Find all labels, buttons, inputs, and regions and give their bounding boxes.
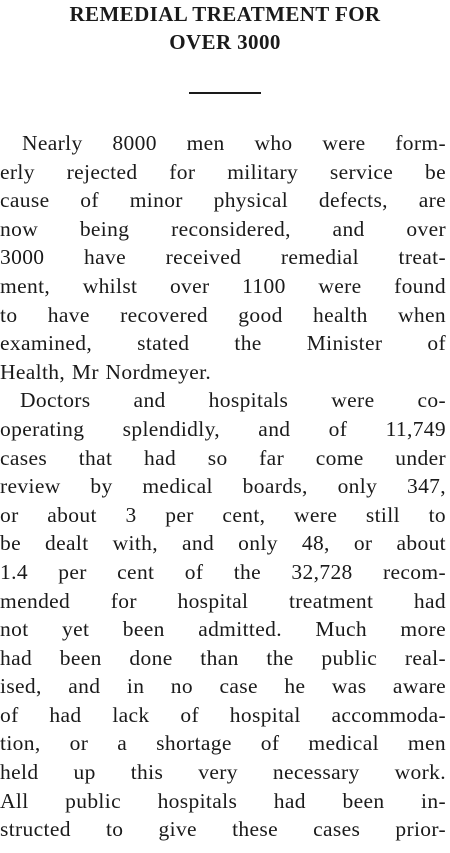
text-line: structed to give these cases prior- [0,817,446,842]
text-line: 3000 have received remedial treat- [0,245,446,270]
text-line: operating splendidly, and of 11,749 [0,416,446,441]
text-line: examined, stated the Minister of [0,331,446,356]
text-line: or about 3 per cent, were still to [0,502,446,527]
text-line: mended for hospital treatment had [0,588,446,613]
paragraph-2 [0,386,450,844]
headline [0,0,450,56]
text-line: of had lack of hospital accommoda- [0,702,446,727]
text-line: All public hospitals had been in- [0,788,446,813]
text-line: tion, or a shortage of medical men [0,731,446,756]
headline-line-1: REMEDIAL TREATMENT FOR [69,2,381,26]
text-line: had been done than the public real- [0,645,446,670]
text-line: Health, Mr Nordmeyer. [0,359,212,384]
headline-divider-rule [189,92,261,94]
text-line: not yet been admitted. Much more [0,617,446,642]
text-line: Doctors and hospitals were co- [20,388,446,413]
text-line: erly rejected for military service be [0,159,446,184]
text-line: to have recovered good health when [0,302,446,327]
text-line: review by medical boards, only 347, [0,474,446,499]
text-line: now being reconsidered, and over [0,216,446,241]
text-line: Nearly 8000 men who were form- [22,131,446,155]
text-line: 1.4 per cent of the 32,728 recom- [0,559,446,584]
text-line: cases that had so far come under [0,445,446,470]
text-line: cause of minor physical defects, are [0,188,446,213]
headline-line-2: OVER 3000 [169,30,281,54]
text-line: held up this very necessary work. [0,760,446,785]
text-line: ment, whilst over 1100 were found [0,273,446,298]
text-line: ised, and in no case he was aware [0,674,446,699]
text-line: be dealt with, and only 48, or about [0,531,446,556]
paragraph-1 [0,129,450,386]
